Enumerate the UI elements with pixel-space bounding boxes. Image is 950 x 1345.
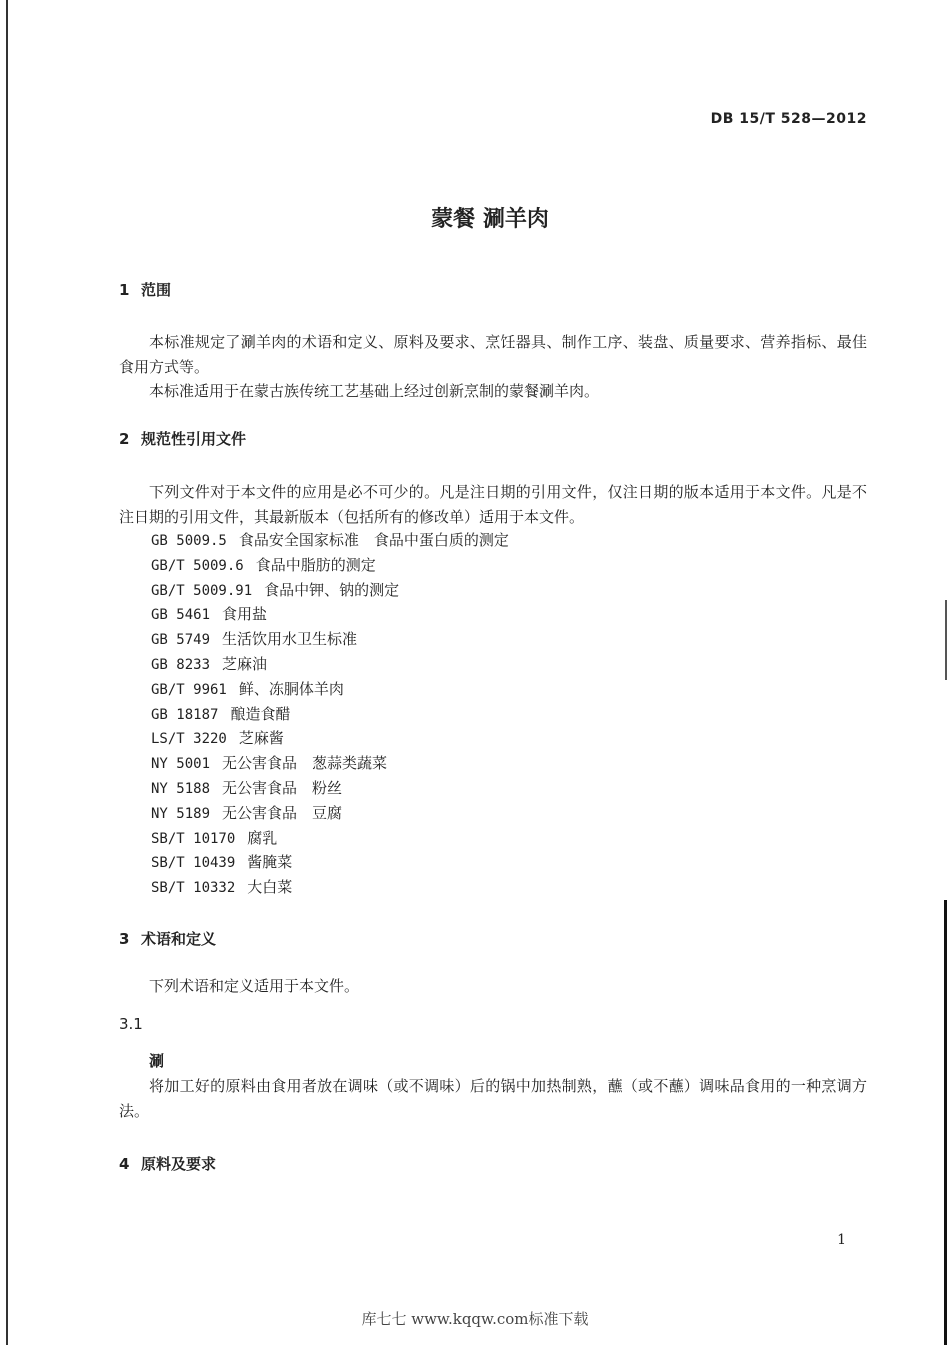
reference-list [151, 528, 509, 900]
reference-code: SB/T 10170 [151, 830, 236, 847]
reference-title: 食品中脂肪的测定 [255, 555, 376, 574]
section-2-heading [119, 428, 246, 449]
section-title: 范围 [141, 281, 172, 299]
reference-title: 芝麻油 [222, 654, 268, 673]
scan-edge-right [944, 900, 947, 1345]
reference-item [151, 826, 509, 851]
reference-item [151, 702, 509, 727]
reference-code: NY 5188 [151, 780, 211, 797]
reference-item [151, 875, 509, 900]
reference-code: SB/T 10439 [151, 855, 236, 872]
document-code: DB 15/T 528—2012 [710, 111, 867, 127]
subsection-number: 3.1 [119, 1015, 143, 1033]
section-4-heading [119, 1153, 216, 1174]
section-3-heading [119, 928, 216, 949]
reference-code: GB/T 5009.6 [151, 557, 244, 574]
reference-code: GB 18187 [151, 706, 219, 723]
reference-code: GB 5461 [151, 607, 211, 624]
reference-title: 鲜、冻胴体羊肉 [238, 679, 344, 698]
reference-title: 生活饮用水卫生标准 [222, 630, 358, 649]
section-1-paragraph-2: 本标准适用于在蒙古族传统工艺基础上经过创新烹制的蒙餐涮羊肉。 [149, 382, 600, 400]
reference-item [151, 578, 509, 603]
reference-title: 酿造食醋 [230, 704, 291, 723]
reference-item [151, 602, 509, 627]
reference-title: 腐乳 [247, 828, 278, 847]
section-number: 2 [119, 430, 130, 448]
reference-code: GB 8233 [151, 656, 211, 673]
reference-code: GB/T 5009.91 [151, 582, 253, 599]
reference-title: 无公害食品 葱蒜类蔬菜 [222, 754, 388, 773]
reference-code: LS/T 3220 [151, 731, 227, 748]
section-number: 3 [119, 930, 130, 948]
reference-title: 无公害食品 粉丝 [222, 778, 343, 797]
footer-watermark: 库七七 www.kqqw.com标准下载 [361, 1310, 589, 1328]
section-3-intro: 下列术语和定义适用于本文件。 [149, 977, 360, 995]
reference-title: 无公害食品 豆腐 [222, 803, 343, 822]
page-number: 1 [837, 1232, 846, 1248]
term-heading: 涮 [149, 1052, 165, 1070]
reference-code: GB 5009.5 [151, 533, 227, 549]
reference-title: 食用盐 [222, 605, 268, 624]
section-title: 术语和定义 [141, 930, 217, 948]
term-definition: 将加工好的原料由食用者放在调味（或不调味）后的锅中加热制熟，蘸（或不蘸）调味品食用的一种烹调方法。 [119, 1077, 867, 1120]
reference-code: GB 5749 [151, 632, 211, 649]
reference-item [151, 528, 509, 553]
reference-item [151, 677, 509, 702]
reference-item [151, 627, 509, 652]
reference-code: NY 5001 [151, 756, 211, 773]
section-2-intro: 下列文件对于本文件的应用是必不可少的。凡是注日期的引用文件，仅注日期的版本适用于本文件。凡是不注日期的引用文件，其最新版本（包括所有的修改单）适用于本文件。 [119, 483, 867, 526]
section-title: 原料及要求 [141, 1155, 217, 1173]
reference-item [151, 652, 509, 677]
reference-item [151, 850, 509, 875]
reference-code: NY 5189 [151, 805, 211, 822]
reference-item [151, 776, 509, 801]
section-number: 4 [119, 1155, 130, 1173]
section-1-heading [119, 279, 171, 300]
reference-item [151, 726, 509, 751]
document-title: 蒙餐 涮羊肉 [431, 207, 549, 232]
reference-title: 食品安全国家标准 食品中蛋白质的测定 [238, 531, 509, 549]
reference-item [151, 801, 509, 826]
reference-item [151, 751, 509, 776]
section-number: 1 [119, 281, 130, 299]
reference-title: 食品中钾、钠的测定 [264, 580, 400, 599]
reference-title: 大白菜 [247, 878, 293, 897]
section-1-paragraph-1: 本标准规定了涮羊肉的术语和定义、原料及要求、烹饪器具、制作工序、装盘、质量要求、营养指标、最佳食用方式等。 [119, 333, 867, 376]
section-title: 规范性引用文件 [141, 430, 247, 448]
reference-title: 酱腌菜 [247, 853, 293, 872]
reference-item [151, 553, 509, 578]
scan-edge-right-upper [945, 600, 947, 680]
reference-code: GB/T 9961 [151, 681, 227, 698]
reference-title: 芝麻酱 [238, 729, 284, 748]
reference-code: SB/T 10332 [151, 880, 236, 897]
